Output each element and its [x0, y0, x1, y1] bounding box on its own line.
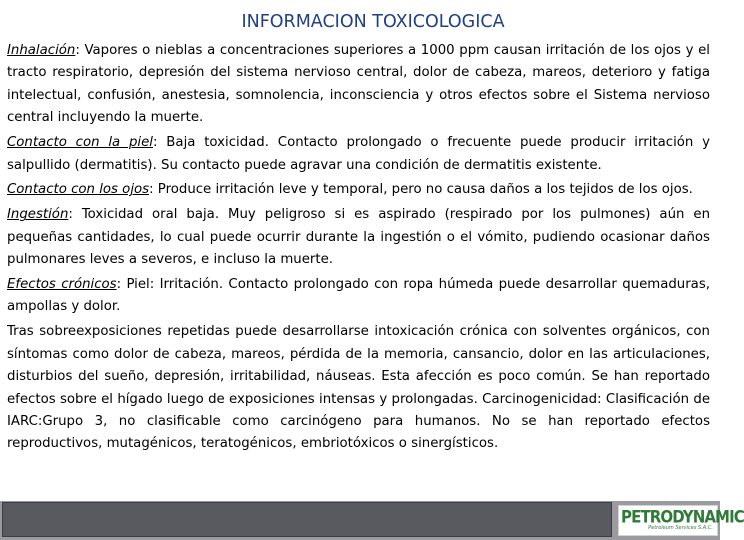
page-title: INFORMACION TOXICOLOGICA [241, 12, 505, 32]
logo-wordmark: PETRODYNAMIC [621, 506, 744, 527]
term-contacto-piel: Contacto con la piel [7, 135, 154, 151]
document-body [7, 40, 710, 458]
paragraph-ingestion [7, 204, 710, 271]
footer-panel [2, 502, 612, 537]
term-ingestion: Ingestión [7, 207, 69, 223]
term-efectos-cronicos: Efectos crónicos [7, 277, 117, 293]
text-sobreexposiciones: Tras sobreexposiciones repetidas puede desarrollarse intoxicación crónica con solventes orgánicos, con síntomas como dolor de cabeza, mareos, pérdida de la memoria, cansancio, dolor en las articulaciones, disturbios del sueño, depresión, irritabilidad, náuseas. Esta afección es poco común. Se han reportado efectos sobre el hígado luego de exposiciones intensas y prolongadas. Carcinogenicidad: Clasificación de IARC:Grupo 3, no clasificable como carcinógeno para humanos. No se han reportado efectos reproductivos, mutagénicos, teratogénicos, embriotóxicos o sinergísticos. [7, 324, 710, 452]
paragraph-contacto-piel [7, 132, 710, 177]
text-ingestion: : Toxicidad oral baja. Muy peligroso si es aspirado (respirado por los pulmones) aún en pequeñas cantidades, lo cual puede ocurrir durante la ingestión o el vómito, pudiendo ocasionar daños pulmonares leves a severos, e incluso la muerte. [7, 207, 710, 268]
paragraph-efectos-cronicos [7, 274, 710, 319]
paragraph-sobreexposiciones [7, 321, 710, 455]
term-contacto-ojos: Contacto con los ojos [7, 182, 150, 198]
text-contacto-piel: : Baja toxicidad. Contacto prolongado o frecuente puede producir irritación y salpullido (dermatitis). Su contacto puede agravar una condición de dermatitis existente. [7, 135, 710, 173]
text-efectos-cronicos: : Piel: Irritación. Contacto prolongado con ropa húmeda puede desarrollar quemaduras, ampollas y dolor. [7, 277, 710, 315]
term-inhalacion: Inhalación [7, 43, 76, 58]
paragraph-inhalacion [7, 40, 710, 130]
text-contacto-ojos: : Produce irritación leve y temporal, pero no causa daños a los tejidos de los ojos. [149, 182, 693, 198]
text-inhalacion: : Vapores o nieblas a concentraciones superiores a 1000 ppm causan irritación de los ojos y el tracto respiratorio, depresión del sistema nervioso central, dolor de cabeza, mareos, deterioro y fatiga intelectual, confusión, anestesia, somnolencia, inconsciencia y otros efectos sobre el Sistema nervioso central incluyendo la muerte. [7, 43, 710, 126]
logo-tagline: Petroleum Services S.A.C. [648, 525, 713, 531]
paragraph-contacto-ojos [7, 179, 710, 201]
company-logo [618, 505, 744, 536]
